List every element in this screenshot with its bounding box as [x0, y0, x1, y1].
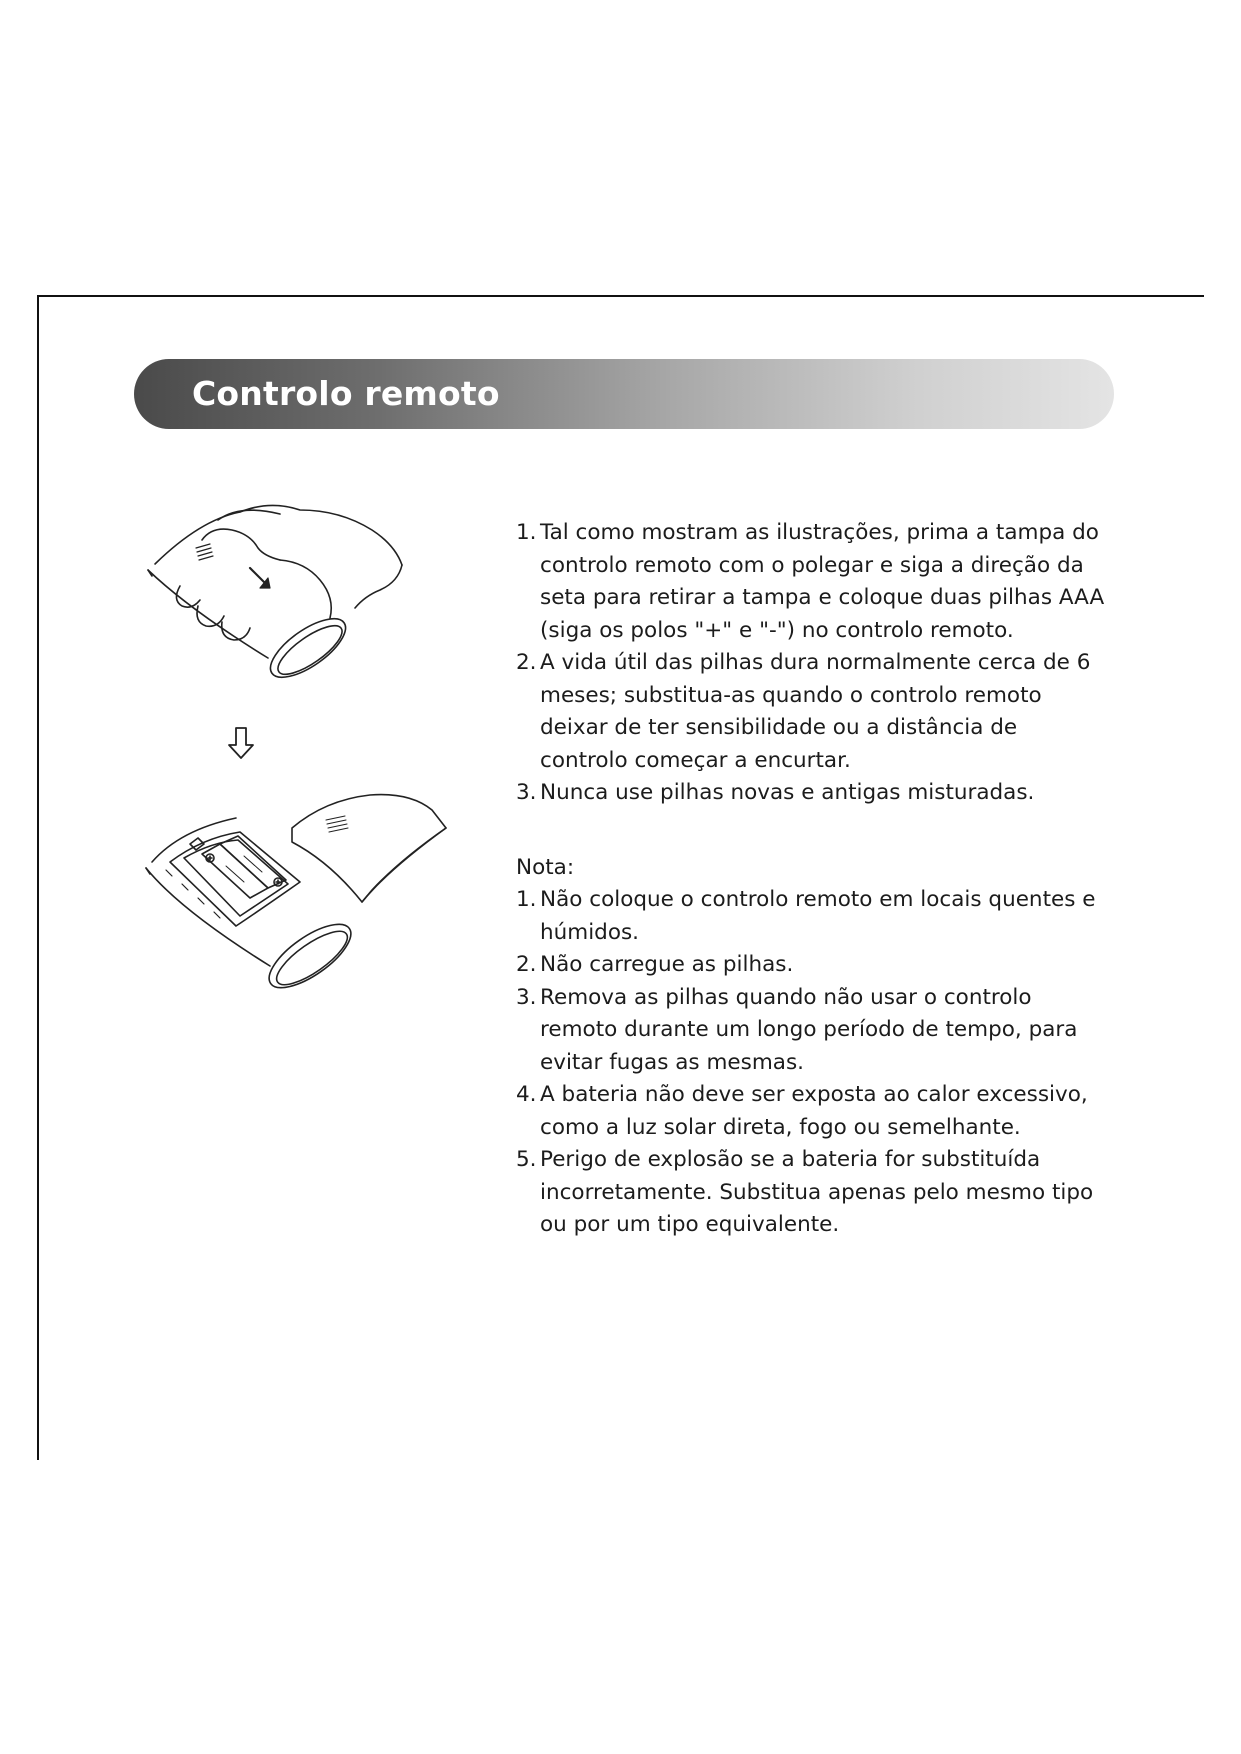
list-item-text: Perigo de explosão se a bateria for substituída incorretamente. Substitua apenas pelo mesmo tipo ou por um tipo equivalente. — [540, 1147, 1094, 1237]
list-item — [516, 982, 1106, 1080]
list-item — [516, 1144, 1106, 1242]
list-item — [516, 647, 1106, 777]
list-item-number: 4. — [516, 1082, 537, 1107]
list-item-number: 3. — [516, 780, 537, 805]
note-heading: Nota: — [516, 854, 575, 880]
instructions-text-column — [516, 517, 1106, 1242]
list-item-text: A vida útil das pilhas dura normalmente cerca de 6 meses; substitua-as quando o controlo remoto deixar de ter sensibilidade ou a distância de controlo começar a encurtar. — [540, 650, 1091, 773]
list-item-text: Não carregue as pilhas. — [540, 952, 794, 977]
down-arrow-icon — [229, 728, 253, 758]
list-item-number: 2. — [516, 952, 537, 977]
section-title-bar — [134, 359, 1114, 429]
list-item — [516, 777, 1106, 810]
hand-pressing-cover-drawing — [148, 505, 402, 688]
note-list — [516, 884, 1106, 1242]
list-item-text: A bateria não deve ser exposta ao calor excessivo, como a luz solar direta, fogo ou semelhante. — [540, 1082, 1088, 1140]
list-item-number: 1. — [516, 520, 537, 545]
list-item-text: Tal como mostram as ilustrações, prima a tampa do controlo remoto com o polegar e siga a direção da seta para retirar a tampa e coloque duas pilhas AAA (siga os polos "+" e "-") no controlo remoto. — [540, 520, 1105, 643]
list-item-number: 2. — [516, 650, 537, 675]
frame-top-line — [37, 295, 1204, 297]
list-item-text: Remova as pilhas quando não usar o controlo remoto durante um longo período de tempo, para evitar fugas as mesmas. — [540, 984, 1078, 1075]
frame-left-line — [37, 295, 39, 1460]
list-item — [516, 884, 1106, 949]
list-item-text: Não coloque o controlo remoto em locais quentes e húmidos. — [540, 887, 1096, 945]
battery-installation-illustration — [140, 490, 480, 1020]
instruction-list — [516, 517, 1106, 810]
list-item — [516, 1079, 1106, 1144]
open-battery-compartment-drawing — [146, 795, 446, 1000]
list-item-number: 3. — [516, 984, 537, 1010]
section-title: Controlo remoto — [192, 374, 500, 413]
list-item — [516, 517, 1106, 647]
list-item — [516, 949, 1106, 982]
list-item-number: 1. — [516, 887, 537, 912]
list-item-number: 5. — [516, 1147, 537, 1172]
list-item-text: Nunca use pilhas novas e antigas misturadas. — [540, 780, 1035, 805]
